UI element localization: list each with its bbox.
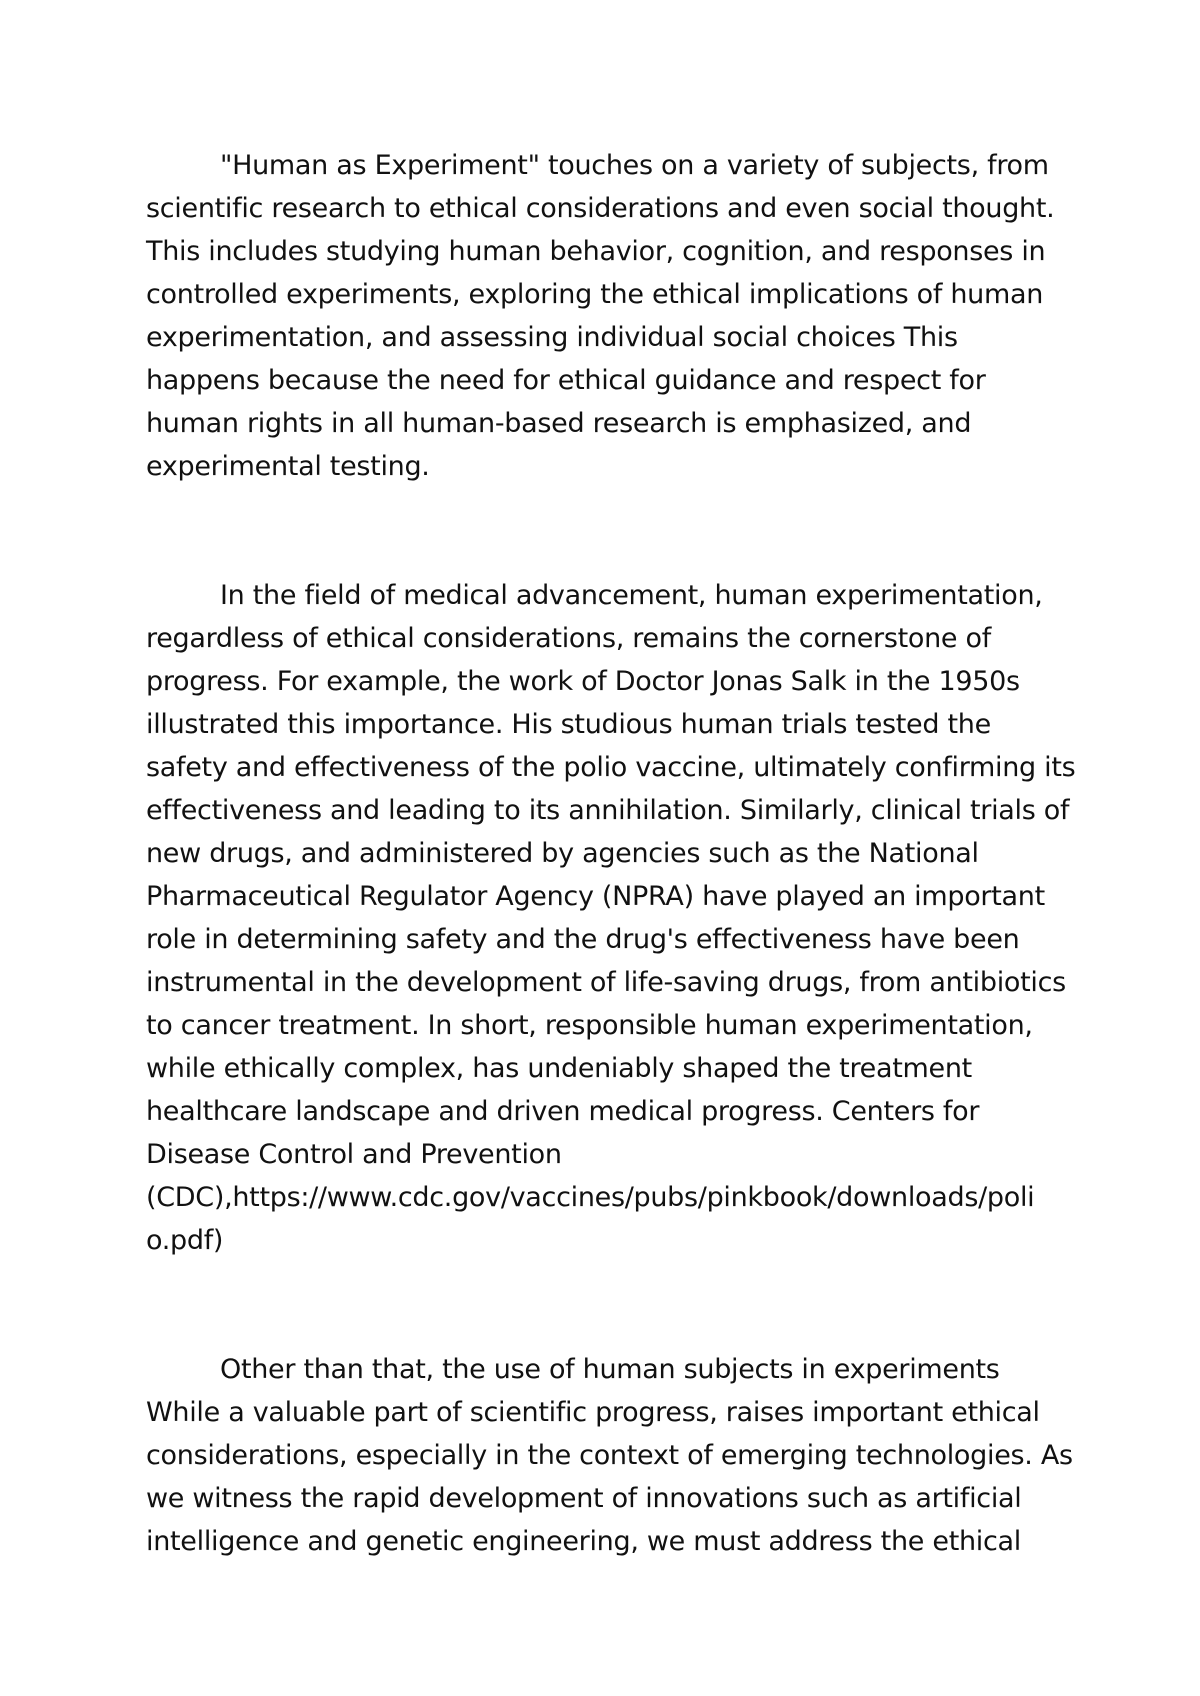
- paragraph-line: while ethically complex, has undeniably shaped the treatment: [146, 1053, 972, 1084]
- paragraph-line: instrumental in the development of life-saving drugs, from antibiotics: [146, 967, 1066, 998]
- paragraph-line: In the field of medical advancement, human experimentation,: [220, 580, 1043, 611]
- paragraph-line: Pharmaceutical Regulator Agency (NPRA) have played an important: [146, 881, 1045, 912]
- paragraph-line: experimentation, and assessing individual social choices This: [146, 322, 958, 353]
- paragraph-line: experimental testing.: [146, 451, 430, 482]
- paragraph-line: effectiveness and leading to its annihilation. Similarly, clinical trials of: [146, 795, 1070, 826]
- paragraph-line: healthcare landscape and driven medical progress. Centers for: [146, 1096, 980, 1127]
- paragraph-line: human rights in all human-based research is emphasized, and: [146, 408, 972, 439]
- paragraph-line: o.pdf): [146, 1225, 224, 1256]
- paragraph-line: intelligence and genetic engineering, we must address the ethical: [146, 1526, 1021, 1557]
- paragraph-line: regardless of ethical considerations, remains the cornerstone of: [146, 623, 991, 654]
- paragraph-line: happens because the need for ethical guidance and respect for: [146, 365, 986, 396]
- paragraph-line: we witness the rapid development of innovations such as artificial: [146, 1483, 1022, 1514]
- paragraph-line: Other than that, the use of human subjects in experiments: [220, 1354, 1000, 1385]
- paragraph-2: [146, 574, 1086, 1262]
- paragraph-line: new drugs, and administered by agencies such as the National: [146, 838, 979, 869]
- paragraph-line: illustrated this importance. His studious human trials tested the: [146, 709, 991, 740]
- paragraph-line: progress. For example, the work of Doctor Jonas Salk in the 1950s: [146, 666, 1020, 697]
- paragraph-line: While a valuable part of scientific progress, raises important ethical: [146, 1397, 1040, 1428]
- paragraph-line: safety and effectiveness of the polio vaccine, ultimately confirming its: [146, 752, 1076, 783]
- paragraph-line: role in determining safety and the drug's effectiveness have been: [146, 924, 1020, 955]
- paragraph-line: to cancer treatment. In short, responsible human experimentation,: [146, 1010, 1033, 1041]
- paragraph-line: This includes studying human behavior, cognition, and responses in: [146, 236, 1046, 267]
- paragraph-line: scientific research to ethical considerations and even social thought.: [146, 193, 1055, 224]
- paragraph-line: controlled experiments, exploring the ethical implications of human: [146, 279, 1044, 310]
- document-body: [146, 144, 1086, 1563]
- paragraph-spacer: [146, 488, 1086, 574]
- paragraph-line: (CDC),https://www.cdc.gov/vaccines/pubs/pinkbook/downloads/poli: [146, 1182, 1035, 1213]
- paragraph-line: "Human as Experiment" touches on a variety of subjects, from: [220, 150, 1049, 181]
- paragraph-spacer: [146, 1262, 1086, 1348]
- paragraph-1: [146, 144, 1086, 488]
- paragraph-line: Disease Control and Prevention: [146, 1139, 562, 1170]
- paragraph-3: [146, 1348, 1086, 1563]
- paragraph-line: considerations, especially in the context of emerging technologies. As: [146, 1440, 1073, 1471]
